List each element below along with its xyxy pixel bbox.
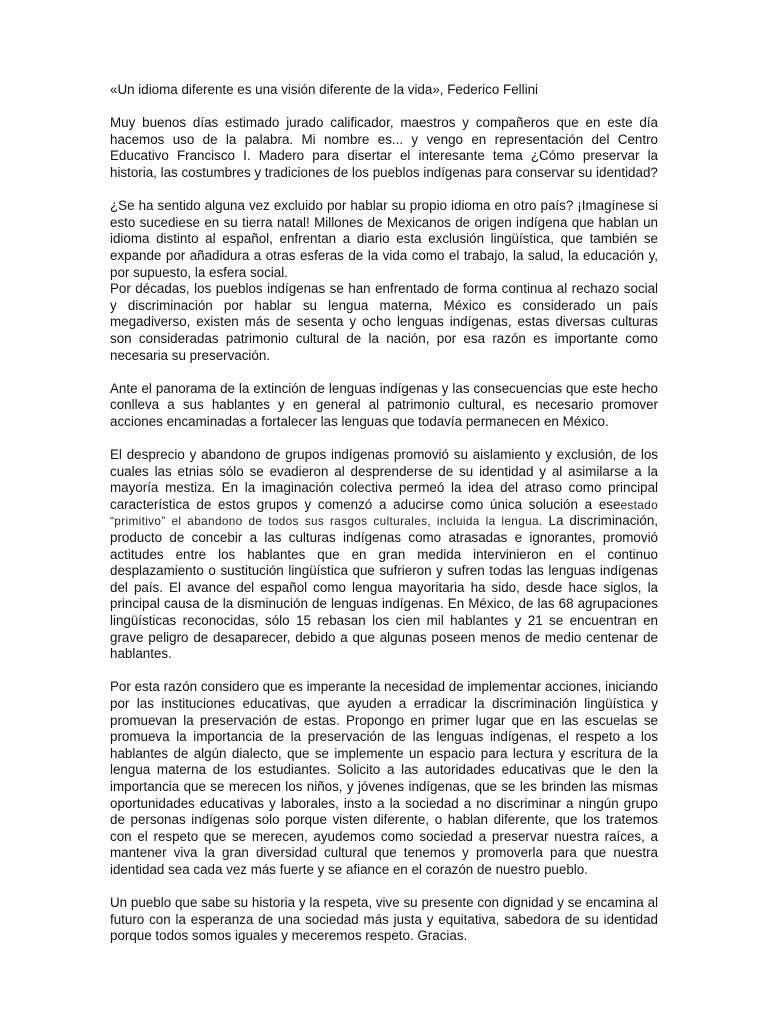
document-page [110,82,658,961]
paragraph-extinction-panorama: Ante el panorama de la extinción de lenguas indígenas y las consecuencias que este hecho conlleva a sus hablantes y en general al patrimonio cultural, es necesario promover acciones encaminadas a fortalecer las lenguas que todavía permanecen en México. [110,380,658,429]
contempt-text-part-2: estado “primitivo” el abandono de todos sus rasgos culturales, incluida la lengua. [110,497,658,529]
paragraph-greeting: Muy buenos días estimado jurado calificador, maestros y compañeros que en este día hacemos uso de la palabra. Mi nombre es... y vengo en representación del Centro Educativo Francisco I. Madero para disertar el interesante tema ¿Cómo preservar la historia, las costumbres y tradiciones de los pueblos indígenas para conservar su identidad? [110,115,658,180]
contempt-text-part-3: La discriminación, producto de concebir a las culturas indígenas como atrasadas e ignorantes, promovió actitudes entre los hablantes que en gran medida intervinieron en el continuo desplazamiento o sustitución lingüística que sufrieron y sufren todas las lenguas indígenas del país. El avance del español como lengua mayoritaria ha sido, desde hace siglos, la principal causa de la disminución de lenguas indígenas. En México, de las 68 agrupaciones lingüísticas reconocidas, sólo 15 rebasan los cien mil hablantes y 21 se encuentran en grave peligro de desaparecer, debido a que algunas poseen menos de medio centenar de hablantes. [110,513,658,662]
paragraph-closing: Un pueblo que sabe su historia y la respeta, vive su presente con dignidad y se encamina al futuro con la esperanza de una sociedad más justa y equitativa, sabedora de su identidad porque todos somos iguales y meceremos respeto. Gracias. [110,895,658,944]
contempt-text-part-1: El desprecio y abandono de grupos indígenas promovió su aislamiento y exclusión, de los cuales las etnias sólo se evadieron al desprenderse de su identidad y al asimilarse a la mayoría mestiza. En la imaginación colectiva permeó la idea del atraso como principal característica de estos grupos y comenzó a aducirse como única solución a ese [110,447,658,512]
paragraph-exclusion-question: ¿Se ha sentido alguna vez excluido por hablar su propio idioma en otro país? ¡Imagínese si esto sucediese en su tierra natal! Millones de Mexicanos de origen indígena que hablan un idioma distinto al español, enfrentan a diario esta exclusión lingüística, que también se expande por añadidura a otras esferas de la vida como el trabajo, la salud, la educación y, por supuesto, la esfera social. [110,198,658,280]
paragraph-contempt-abandonment [110,447,658,663]
paragraph-decades-rejection: Por décadas, los pueblos indígenas se han enfrentado de forma continua al rechazo social y discriminación por hablar su lengua materna, México es considerado un país megadiverso, existen más de sesenta y ocho lenguas indígenas, estas diversas culturas son consideradas patrimonio cultural de la nación, por esa razón es importante como necesaria su preservación. [110,281,658,363]
epigraph-quote: «Un idioma diferente es una visión diferente de la vida», Federico Fellini [110,82,538,97]
paragraph-proposals: Por esta razón considero que es imperante la necesidad de implementar acciones, iniciando por las instituciones educativas, que ayuden a erradicar la discriminación lingüística y promuevan la preservación de estas. Propongo en primer lugar que en las escuelas se promueva la importancia de la preservación de las lenguas indígenas, el respeto a los hablantes de algún dialecto, que se implemente un espacio para lectura y escritura de la lengua materna de los estudiantes. Solicito a las autoridades educativas que le den la importancia que se merecen los niños, y jóvenes indígenas, que se les brinden las mismas oportunidades educativas y laborales, insto a la sociedad a no discriminar a ningún grupo de personas indígenas solo porque visten diferente, o hablan diferente, que los tratemos con el respeto que se merecen, ayudemos como sociedad a preservar nuestra raíces, a mantener viva la gran diversidad cultural que tenemos y promoverla para que nuestra identidad sea cada vez más fuerte y se afiance en el corazón de nuestro pueblo. [110,679,658,877]
